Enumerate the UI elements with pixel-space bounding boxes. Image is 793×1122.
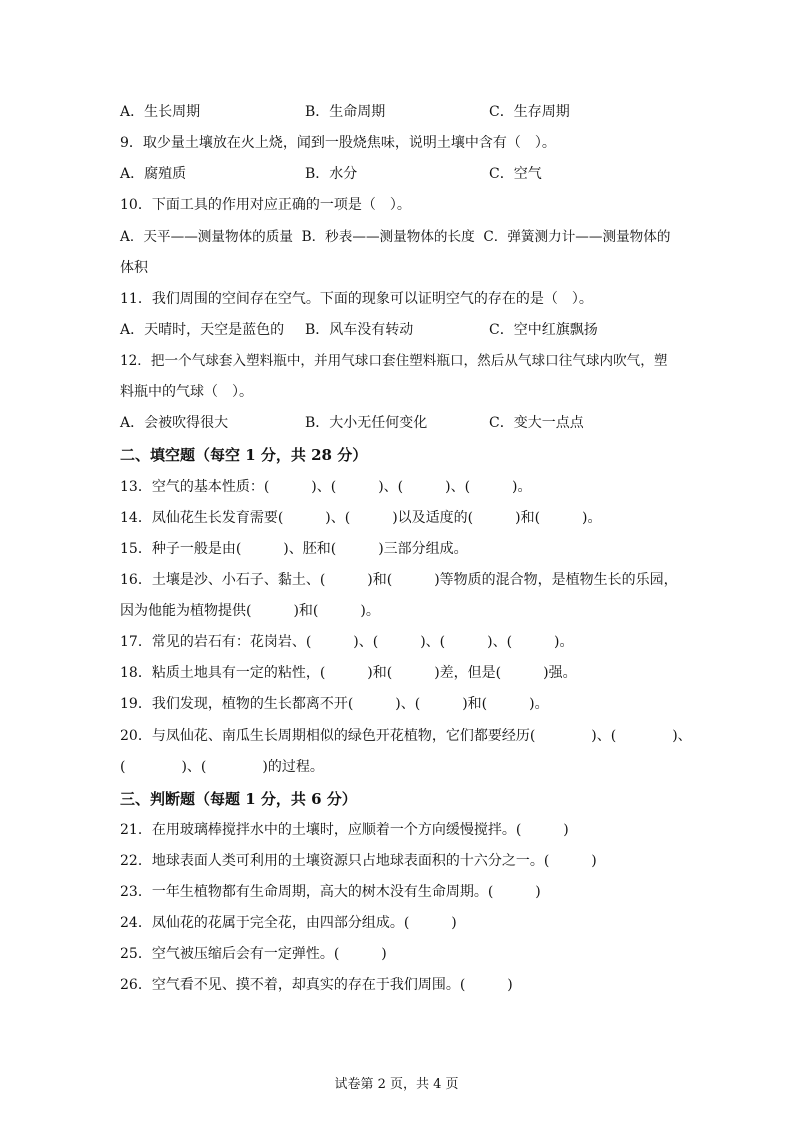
q26: 26．空气看不见、摸不着，却真实的存在于我们周围。( ) — [120, 977, 513, 993]
q21: 21．在用玻璃棒搅拌水中的土壤时，应顺着一个方向缓慢搅拌。( ) — [120, 822, 569, 838]
q10-stem: 10．下面工具的作用对应正确的一项是（ ）。 — [120, 197, 411, 213]
q24: 24．凤仙花的花属于完全花，由四部分组成。( ) — [120, 915, 457, 931]
q18: 18．粘质土地具有一定的粘性，( )和( )差，但是( )强。 — [120, 665, 577, 681]
q8-option-b: B．生命周期 — [305, 104, 386, 120]
q9-option-c: C．空气 — [489, 166, 542, 182]
q11-option-b: B．风车没有转动 — [305, 322, 414, 338]
q12-stem-continued: 料瓶中的气球（ ）。 — [120, 384, 253, 400]
q11-option-c: C．空中红旗飘扬 — [489, 322, 598, 338]
section-2-title: 二、填空题（每空 1 分，共 28 分） — [120, 446, 368, 464]
q12-option-c: C．变大一点点 — [489, 415, 584, 431]
q12-stem: 12．把一个气球套入塑料瓶中，并用气球口套住塑料瓶口，然后从气球口往气球内吹气，塑 — [120, 353, 668, 369]
q23: 23．一年生植物都有生命周期，高大的树木没有生命周期。( ) — [120, 884, 541, 900]
q25: 25．空气被压缩后会有一定弹性。( ) — [120, 946, 387, 962]
q11-option-a: A．天晴时，天空是蓝色的 — [120, 322, 285, 338]
q15: 15．种子一般是由( )、胚和( )三部分组成。 — [120, 541, 468, 557]
q8-option-c: C．生存周期 — [489, 104, 570, 120]
q17: 17．常见的岩石有：花岗岩、( )、( )、( )、( )。 — [120, 634, 574, 650]
section-3-title: 三、判断题（每题 1 分，共 6 分） — [120, 790, 357, 808]
q20: 20．与凤仙花、南瓜生长周期相似的绿色开花植物，它们都要经历( )、( )、 — [120, 728, 692, 744]
q8-option-a: A．生长周期 — [120, 104, 201, 120]
q13: 13．空气的基本性质：( )、( )、( )、( )。 — [120, 479, 532, 495]
q9-stem: 9．取少量土壤放在火上烧，闻到一股烧焦味，说明土壤中含有（ ）。 — [120, 135, 556, 151]
q12-option-b: B．大小无任何变化 — [305, 415, 428, 431]
q20-continued: ( )、( )的过程。 — [120, 759, 324, 775]
q14: 14．凤仙花生长发育需要( )、( )以及适度的( )和( )。 — [120, 510, 602, 526]
q12-option-a: A．会被吹得很大 — [120, 415, 229, 431]
page-footer: 试卷第 2 页，共 4 页 — [334, 1077, 459, 1092]
q19: 19．我们发现，植物的生长都离不开( )、( )和( )。 — [120, 696, 549, 712]
q22: 22．地球表面人类可利用的土壤资源只占地球表面积的十六分之一。( ) — [120, 853, 597, 869]
q9-option-a: A．腐殖质 — [120, 166, 187, 182]
q16: 16．土壤是沙、小石子、黏土、( )和( )等物质的混合物，是植物生长的乐园， — [120, 572, 678, 588]
q16-continued: 因为他能为植物提供( )和( )。 — [120, 603, 380, 619]
q11-stem: 11．我们周围的空间存在空气。下面的现象可以证明空气的存在的是（ ）。 — [120, 291, 593, 307]
q10-options: A．天平——测量物体的质量 B．秒表——测量物体的长度 C．弹簧测力计——测量物体的 — [120, 229, 671, 245]
q10-options-continued: 体积 — [120, 260, 148, 276]
q9-option-b: B．水分 — [305, 166, 358, 182]
